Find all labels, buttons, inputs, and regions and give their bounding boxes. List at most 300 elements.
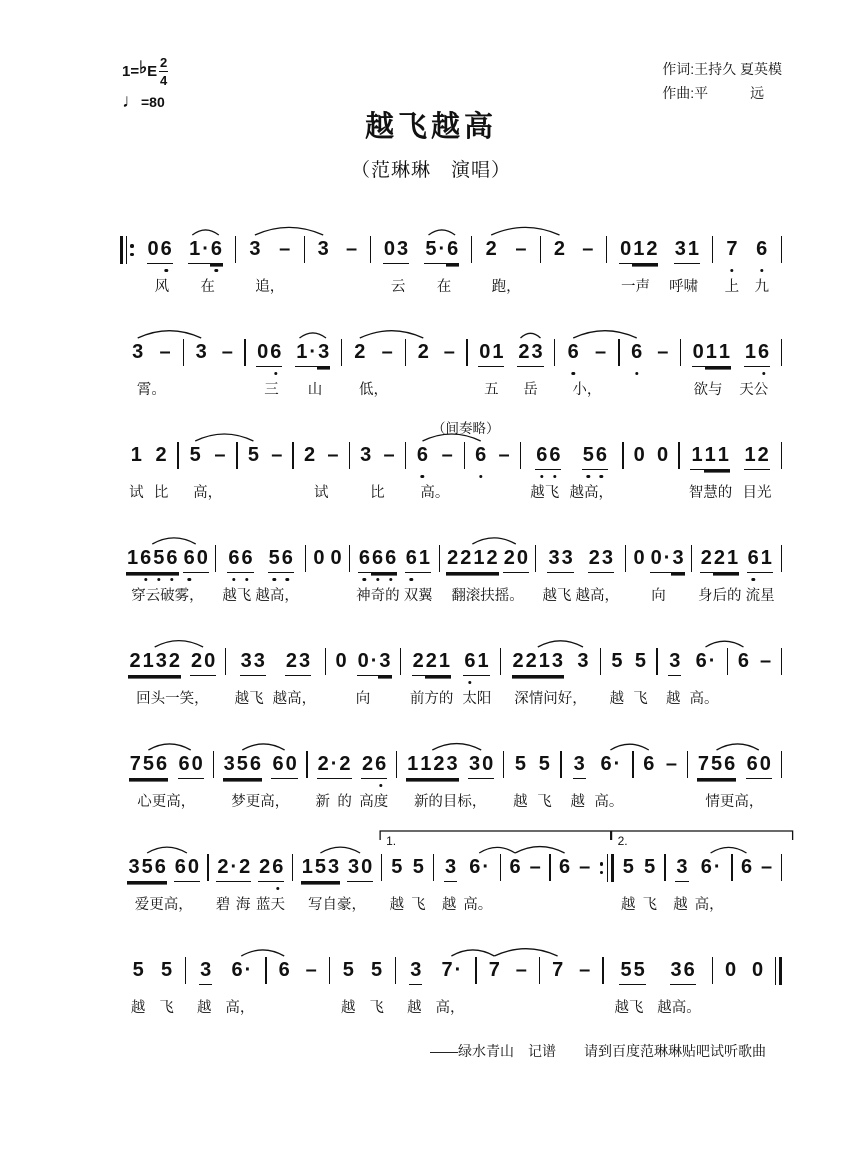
- lyric-word: 智慧的: [688, 485, 733, 501]
- note-token: [517, 341, 543, 367]
- note-char: ·: [713, 856, 721, 878]
- note-char: ·: [663, 547, 672, 573]
- note-char: 0: [335, 650, 347, 672]
- lyrics-row: [545, 275, 602, 293]
- measure: [350, 543, 439, 605]
- note-char: 3: [445, 753, 458, 779]
- song-subtitle: （范琳琳 演唱）: [350, 160, 511, 181]
- note-char: 6: [630, 341, 643, 367]
- note-char: 3: [561, 547, 574, 573]
- note-char: –: [346, 238, 358, 260]
- note-char: 5: [412, 856, 424, 878]
- lyrics-row: [401, 790, 499, 811]
- note-token: [759, 650, 772, 676]
- note-token: [468, 753, 494, 779]
- notes-row: [410, 337, 462, 367]
- note-token: [213, 444, 226, 470]
- lyric-word: 上: [724, 279, 740, 295]
- measure: [501, 646, 599, 708]
- thin-bar: [775, 957, 776, 985]
- lyric-word: 高。: [420, 485, 450, 501]
- notes-row: [618, 852, 661, 882]
- note-token: [278, 959, 291, 985]
- quarter-note-icon: ♩: [122, 90, 141, 112]
- score-line: [120, 416, 782, 502]
- note-char: –: [279, 238, 291, 260]
- lyrics-row: [400, 996, 471, 1017]
- note-token: [189, 444, 202, 470]
- lyric-word: 云: [390, 279, 406, 295]
- lyric-word: 越: [609, 691, 625, 707]
- score-line: [120, 519, 782, 605]
- note-token: [497, 444, 510, 470]
- lyric-word: 爱更高，: [134, 897, 193, 913]
- note-token: [128, 650, 181, 676]
- lyrics-row: [386, 893, 429, 914]
- note-token: [353, 341, 366, 367]
- measure: [681, 337, 780, 399]
- lyric-word: 越飞: [222, 588, 252, 604]
- lyrics-row: [188, 378, 240, 396]
- note-char: 1: [406, 753, 419, 779]
- lyric-word: 岳: [523, 382, 538, 398]
- note-char: ·: [482, 856, 490, 878]
- note-token: [746, 753, 772, 779]
- lyrics-row: [310, 584, 344, 602]
- measure: [521, 440, 622, 502]
- measure: [614, 852, 665, 914]
- measure: [680, 440, 781, 502]
- low-octave-dot: [245, 578, 248, 581]
- lyrics-row: [605, 687, 652, 708]
- lyric-word: 风: [154, 279, 170, 295]
- note-char: 7: [488, 959, 500, 981]
- note-char: 3: [327, 856, 340, 882]
- note-token: [578, 856, 591, 882]
- note-char: 7: [725, 238, 738, 264]
- measure: [406, 337, 466, 396]
- note-char: 0: [752, 959, 764, 981]
- lyrics-row: [438, 893, 495, 914]
- note-char: 2: [459, 547, 472, 573]
- lyric-word: 越: [673, 897, 688, 913]
- note-char: 6: [746, 753, 759, 779]
- note-char: 2: [417, 341, 429, 363]
- lyrics-row: [218, 790, 303, 811]
- lyric-word: 高，: [694, 897, 724, 913]
- note-token: [227, 547, 253, 573]
- low-octave-dot: [752, 578, 755, 581]
- measure: [226, 646, 324, 708]
- lyric-word: 越: [389, 897, 405, 913]
- measure: [179, 440, 236, 502]
- note-token: [390, 856, 403, 882]
- note-token: [700, 547, 739, 573]
- note-char: 3: [317, 341, 330, 367]
- measure: [406, 421, 500, 502]
- note-char: 3: [675, 856, 688, 882]
- note-token: [512, 650, 565, 676]
- notes-row: [310, 543, 344, 573]
- note-token: [619, 959, 645, 985]
- note-char: 6: [643, 753, 655, 775]
- note-char: 0: [633, 444, 645, 466]
- note-char: 7: [441, 959, 453, 981]
- lyric-word: 越: [666, 691, 681, 707]
- note-char: 0: [203, 650, 216, 676]
- note-char: 1: [717, 444, 730, 470]
- measure: [541, 234, 606, 293]
- note-char: 3: [409, 959, 422, 985]
- lyric-word: 流星: [745, 588, 775, 604]
- notes-row: [696, 543, 777, 573]
- repeat-end-barline: [599, 854, 614, 882]
- low-octave-dot: [635, 372, 638, 375]
- lyrics-row: [124, 996, 181, 1017]
- measure: [184, 337, 244, 396]
- note-char: 6: [474, 444, 487, 470]
- lyric-word: 五: [484, 382, 499, 398]
- measure: [472, 234, 540, 296]
- thin-bar: [607, 854, 608, 882]
- note-char: 0: [196, 547, 209, 573]
- note-token: [159, 341, 172, 367]
- lyrics-row: [472, 378, 550, 399]
- measure: [477, 955, 539, 1014]
- note-char: 5: [633, 959, 646, 985]
- notes-row: [638, 749, 683, 779]
- note-char: –: [221, 341, 233, 363]
- time-signature: [159, 56, 168, 87]
- lyric-word: 翻滚扶摇。: [451, 588, 524, 604]
- lyrics-row: [330, 687, 396, 708]
- lyrics-row: [717, 275, 777, 296]
- note-token: [692, 341, 731, 367]
- note-token: [697, 753, 736, 779]
- note-token: [216, 856, 251, 882]
- note-token: [330, 547, 343, 573]
- note-char: 2: [713, 547, 726, 573]
- notes-row: [401, 749, 499, 779]
- low-octave-dot: [144, 578, 147, 581]
- low-octave-dot: [479, 475, 482, 478]
- note-char: 1: [718, 341, 731, 367]
- key-letter: E: [147, 62, 158, 80]
- lyric-word: 高。: [594, 794, 624, 810]
- note-char: 1: [295, 341, 308, 367]
- lyrics-row: [346, 378, 401, 399]
- lyrics-row: [638, 790, 683, 808]
- note-token: [744, 444, 770, 470]
- notes-row: [330, 646, 396, 676]
- note-char: 2: [238, 856, 251, 882]
- notes-row: [469, 440, 516, 470]
- note-char: 5: [141, 856, 154, 882]
- lyric-word: 高，: [225, 1000, 255, 1016]
- note-token: [478, 341, 504, 367]
- lyric-word: 飞: [369, 1000, 384, 1016]
- lyric-word: 向: [355, 691, 371, 707]
- notes-row: [242, 440, 289, 470]
- measure: [326, 646, 400, 708]
- note-char: 6: [405, 547, 418, 573]
- score-line: [120, 725, 782, 811]
- note-token: [268, 547, 294, 573]
- note-token: [178, 753, 204, 779]
- note-char: 5: [160, 959, 173, 981]
- note-char: 6: [371, 547, 384, 573]
- note-token: [347, 856, 373, 882]
- lyric-word: 深情问好，: [514, 691, 587, 707]
- lyric-word: 比: [370, 485, 385, 501]
- lyric-word: 低，: [358, 382, 388, 398]
- notes-row: [298, 440, 345, 470]
- lyrics-row: [124, 790, 209, 811]
- note-token: [190, 650, 216, 676]
- note-char: 0: [692, 341, 705, 367]
- measure: [342, 337, 405, 399]
- note-char: –: [515, 959, 527, 981]
- note-char: –: [595, 341, 607, 363]
- note-char: 0: [478, 341, 491, 367]
- note-char: 1: [704, 444, 717, 470]
- lyric-word: 越高，: [575, 588, 619, 604]
- note-token: [485, 238, 498, 264]
- lyric-word: 飞: [537, 794, 552, 810]
- repeat-dot: [130, 253, 134, 257]
- note-token: [412, 650, 451, 676]
- note-char: 1: [705, 341, 718, 367]
- lyrics-row: [124, 584, 211, 605]
- low-octave-dot: [187, 578, 190, 581]
- measure: [120, 955, 185, 1017]
- lyrics-row: [298, 481, 345, 502]
- note-token: [755, 238, 768, 264]
- measure: [626, 543, 690, 605]
- measure: [293, 852, 380, 914]
- note-char: 3: [223, 753, 236, 779]
- note-token: [567, 341, 580, 367]
- note-char: 3: [298, 650, 311, 676]
- note-token: [160, 959, 173, 985]
- notes-row: [271, 955, 325, 985]
- score-line: [120, 313, 782, 399]
- measure: [501, 852, 549, 911]
- note-char: 1: [690, 444, 703, 470]
- notes-row: [124, 337, 179, 367]
- lyrics-row: [230, 687, 320, 708]
- note-char: 0: [147, 238, 160, 264]
- lyrics-row: [271, 996, 325, 1014]
- key-prefix: 1=: [122, 62, 140, 80]
- lyrics-row: [375, 275, 467, 296]
- volta-label: 2.: [617, 834, 628, 848]
- low-octave-dot: [540, 475, 543, 478]
- note-token: [383, 238, 409, 264]
- note-char: 2: [425, 650, 438, 676]
- note-char: 0: [313, 547, 325, 569]
- note-char: 2: [354, 341, 366, 363]
- note-token: [443, 341, 456, 367]
- lyrics-row: [717, 996, 771, 1014]
- measure: [120, 646, 225, 708]
- note-char: 3: [396, 238, 409, 264]
- lyrics-row: [410, 378, 462, 396]
- notes-row: [662, 646, 723, 676]
- measure: [536, 543, 625, 605]
- note-char: –: [657, 341, 669, 363]
- note-char: ·: [330, 753, 339, 779]
- lyrics-row: [220, 584, 301, 605]
- note-char: 5: [236, 753, 249, 779]
- note-char: 5: [314, 856, 327, 882]
- note-char: 6: [700, 856, 712, 878]
- lyrics-row: [250, 378, 337, 399]
- notes-row: [386, 852, 429, 882]
- note-char: 2: [553, 238, 566, 260]
- measure: [120, 440, 177, 502]
- note-token: [553, 238, 566, 264]
- note-char: 1: [760, 547, 773, 573]
- note-token: [416, 444, 429, 470]
- lyricist-credit: 作词:王持久 夏英模: [662, 61, 782, 77]
- note-char: 3: [249, 238, 261, 260]
- notes-row: [525, 440, 618, 470]
- note-token: [312, 547, 325, 573]
- final-barline: [775, 957, 782, 985]
- lyrics-row: [190, 996, 261, 1017]
- notes-row: [611, 234, 707, 264]
- note-char: 2: [338, 753, 351, 779]
- note-char: 3: [240, 650, 253, 676]
- notes-row: [309, 234, 366, 264]
- note-token: [744, 341, 770, 367]
- score-line: [120, 828, 782, 914]
- lyrics-row: [566, 790, 628, 811]
- lyric-word: 欲与: [693, 382, 723, 398]
- repeat-dot: [600, 862, 604, 866]
- lyrics-row: [139, 275, 231, 296]
- note-token: [474, 444, 487, 470]
- note-char: 3: [253, 650, 266, 676]
- note-char: 2: [486, 547, 499, 573]
- measure: [305, 234, 370, 293]
- lyric-word: 越飞: [234, 691, 264, 707]
- note-char: –: [443, 341, 455, 363]
- interlude-annotation: （间奏略）: [431, 421, 500, 436]
- notes-row: [670, 852, 727, 882]
- note-char: 2: [503, 547, 516, 573]
- lyric-word: 呼啸: [669, 279, 699, 295]
- score-line: [120, 210, 782, 296]
- lyrics-row: [608, 996, 708, 1017]
- low-octave-dot: [272, 578, 275, 581]
- note-char: 5: [142, 753, 155, 779]
- lyrics-row: [476, 275, 536, 296]
- note-token: [724, 959, 737, 985]
- note-char: ·: [613, 753, 621, 775]
- notes-row: [297, 852, 376, 882]
- note-char: 6: [747, 547, 760, 573]
- note-char: 5: [247, 444, 259, 466]
- note-char: 5: [619, 959, 632, 985]
- note-token: [199, 959, 212, 985]
- lyrics-row: [696, 584, 777, 605]
- notes-row: [124, 440, 173, 470]
- notes-row: [188, 337, 240, 367]
- note-char: 1: [744, 444, 757, 470]
- measure: [120, 543, 215, 605]
- note-token: [409, 959, 422, 985]
- lyrics-row: [555, 893, 595, 911]
- measure: [607, 234, 711, 296]
- measure: [397, 749, 503, 811]
- note-char: 6: [139, 547, 152, 573]
- note-token: [381, 341, 394, 367]
- notes-row: [230, 646, 320, 676]
- lyric-word: 越: [341, 1000, 356, 1016]
- lyric-word: 越飞: [614, 1000, 644, 1016]
- note-char: 2: [258, 856, 271, 882]
- note-token: [740, 856, 753, 882]
- note-token: [594, 341, 607, 367]
- note-char: 6: [271, 753, 284, 779]
- time-bottom: 4: [160, 72, 168, 88]
- note-char: ·: [229, 856, 238, 882]
- low-octave-dot: [376, 578, 379, 581]
- note-char: 6: [600, 753, 612, 775]
- note-char: 3: [378, 650, 391, 676]
- measure: [620, 337, 680, 396]
- note-char: 0: [619, 238, 632, 264]
- lyric-word: 越: [513, 794, 528, 810]
- measure: [562, 749, 632, 811]
- note-token: [174, 856, 200, 882]
- note-char: 2: [216, 856, 229, 882]
- note-char: 2: [757, 444, 770, 470]
- low-octave-dot: [286, 578, 289, 581]
- measure: [728, 646, 780, 705]
- notes-row: [608, 955, 708, 985]
- note-token: [127, 856, 166, 882]
- note-token: [468, 856, 490, 882]
- note-token: [515, 959, 528, 985]
- lyrics-row: [670, 893, 727, 914]
- note-token: [247, 444, 260, 470]
- measure: [624, 440, 679, 499]
- note-char: 6: [755, 238, 768, 264]
- note-char: 1: [418, 547, 431, 573]
- note-char: 5: [622, 856, 634, 878]
- notes-row: [410, 440, 459, 470]
- measure: [713, 955, 775, 1014]
- notes-row: [630, 543, 686, 573]
- lyrics-row: [444, 584, 531, 605]
- note-char: 6: [160, 238, 173, 264]
- lyrics-row: [124, 481, 173, 502]
- notes-row: [685, 337, 776, 367]
- lyrics-row: [354, 481, 401, 502]
- lyrics-row: [540, 584, 621, 605]
- note-token: [630, 341, 643, 367]
- note-char: –: [760, 650, 772, 672]
- note-token: [514, 238, 527, 264]
- low-octave-dot: [587, 475, 590, 478]
- note-token: [642, 753, 655, 779]
- note-token: [668, 650, 681, 676]
- lyric-word: 越高，: [272, 691, 317, 707]
- note-char: 6: [178, 753, 191, 779]
